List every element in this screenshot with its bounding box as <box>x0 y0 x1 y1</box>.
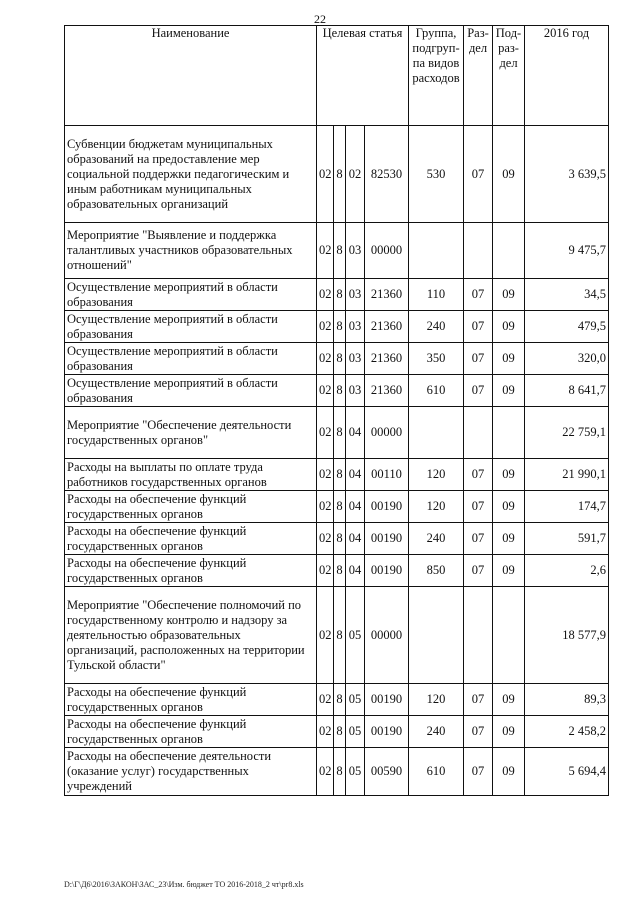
row-amount: 9 475,7 <box>525 223 609 279</box>
row-code-4: 00000 <box>365 407 409 459</box>
file-path-footer: D:\Г\Д6\2016\ЗАКОН\ЗАС_23\Изм. бюджет ТО 2016-2018_2 чт\pr8.xls <box>64 880 304 889</box>
row-amount: 22 759,1 <box>525 407 609 459</box>
table-row <box>65 279 609 311</box>
row-subsection: 09 <box>493 343 525 375</box>
row-section: 07 <box>464 375 493 407</box>
row-name: Мероприятие "Обеспечение полномочий по государственному контролю и надзору за деятельностью образовательных организаций, расположенных на территории Тульской области" <box>65 587 317 684</box>
row-section <box>464 407 493 459</box>
row-code-2: 8 <box>334 716 346 748</box>
row-code-2: 8 <box>334 748 346 796</box>
row-code-3: 03 <box>346 343 365 375</box>
row-group: 240 <box>409 716 464 748</box>
row-code-2: 8 <box>334 459 346 491</box>
row-code-1: 02 <box>317 523 334 555</box>
row-name: Расходы на обеспечение деятельности (оказание услуг) государственных учреждений <box>65 748 317 796</box>
table-row <box>65 716 609 748</box>
row-amount: 320,0 <box>525 343 609 375</box>
row-code-4: 00110 <box>365 459 409 491</box>
row-code-1: 02 <box>317 555 334 587</box>
row-name: Осуществление мероприятий в области образования <box>65 343 317 375</box>
row-code-3: 03 <box>346 223 365 279</box>
row-subsection <box>493 223 525 279</box>
table-row <box>65 555 609 587</box>
row-group: 110 <box>409 279 464 311</box>
header-target-article: Целевая статья <box>317 26 409 126</box>
row-code-3: 04 <box>346 555 365 587</box>
row-code-4: 00190 <box>365 555 409 587</box>
row-code-3: 05 <box>346 748 365 796</box>
row-subsection: 09 <box>493 684 525 716</box>
row-code-2: 8 <box>334 555 346 587</box>
row-code-2: 8 <box>334 223 346 279</box>
row-section: 07 <box>464 716 493 748</box>
row-code-1: 02 <box>317 311 334 343</box>
row-code-2: 8 <box>334 407 346 459</box>
row-subsection <box>493 587 525 684</box>
row-code-1: 02 <box>317 716 334 748</box>
row-code-4: 21360 <box>365 343 409 375</box>
row-code-4: 82530 <box>365 126 409 223</box>
row-name: Мероприятие "Выявление и поддержка талантливых участников образовательных отношений" <box>65 223 317 279</box>
row-group: 850 <box>409 555 464 587</box>
row-code-3: 03 <box>346 311 365 343</box>
row-code-3: 03 <box>346 375 365 407</box>
row-code-1: 02 <box>317 459 334 491</box>
row-code-2: 8 <box>334 587 346 684</box>
row-code-4: 00590 <box>365 748 409 796</box>
table-row <box>65 748 609 796</box>
row-code-4: 21360 <box>365 279 409 311</box>
row-section: 07 <box>464 459 493 491</box>
table-row <box>65 343 609 375</box>
row-code-2: 8 <box>334 491 346 523</box>
row-group: 240 <box>409 523 464 555</box>
header-group: Группа, подгруп- па видов расходов <box>409 26 464 126</box>
table-row <box>65 375 609 407</box>
row-amount: 34,5 <box>525 279 609 311</box>
row-amount: 18 577,9 <box>525 587 609 684</box>
row-group: 120 <box>409 459 464 491</box>
row-amount: 89,3 <box>525 684 609 716</box>
row-name: Мероприятие "Обеспечение деятельности государственных органов" <box>65 407 317 459</box>
row-code-3: 04 <box>346 491 365 523</box>
row-code-4: 21360 <box>365 375 409 407</box>
row-code-1: 02 <box>317 279 334 311</box>
table-row <box>65 491 609 523</box>
row-subsection: 09 <box>493 748 525 796</box>
row-name: Расходы на выплаты по оплате труда работников государственных органов <box>65 459 317 491</box>
row-code-2: 8 <box>334 684 346 716</box>
header-subsection: Под- раз- дел <box>493 26 525 126</box>
row-amount: 591,7 <box>525 523 609 555</box>
row-group: 120 <box>409 491 464 523</box>
row-code-2: 8 <box>334 126 346 223</box>
row-code-4: 00190 <box>365 523 409 555</box>
budget-table <box>64 25 609 796</box>
row-name: Расходы на обеспечение функций государственных органов <box>65 555 317 587</box>
page-number: 22 <box>314 12 326 26</box>
row-amount: 5 694,4 <box>525 748 609 796</box>
row-code-3: 05 <box>346 587 365 684</box>
row-code-1: 02 <box>317 126 334 223</box>
row-subsection: 09 <box>493 491 525 523</box>
row-group <box>409 407 464 459</box>
row-group: 530 <box>409 126 464 223</box>
row-code-2: 8 <box>334 311 346 343</box>
row-code-4: 00000 <box>365 223 409 279</box>
row-amount: 174,7 <box>525 491 609 523</box>
row-amount: 2,6 <box>525 555 609 587</box>
row-amount: 8 641,7 <box>525 375 609 407</box>
row-group: 240 <box>409 311 464 343</box>
row-code-4: 00190 <box>365 491 409 523</box>
header-section: Раз- дел <box>464 26 493 126</box>
row-name: Субвенции бюджетам муниципальных образований на предоставление мер социальной поддержки педагогическим и иным работникам муниципальных образовательных организаций <box>65 126 317 223</box>
row-subsection: 09 <box>493 311 525 343</box>
row-subsection: 09 <box>493 375 525 407</box>
row-amount: 479,5 <box>525 311 609 343</box>
row-section: 07 <box>464 311 493 343</box>
table-row <box>65 126 609 223</box>
table-row <box>65 223 609 279</box>
header-name: Наименование <box>65 26 317 126</box>
row-section: 07 <box>464 555 493 587</box>
row-name: Расходы на обеспечение функций государственных органов <box>65 491 317 523</box>
row-group: 350 <box>409 343 464 375</box>
row-code-1: 02 <box>317 343 334 375</box>
row-code-4: 21360 <box>365 311 409 343</box>
row-subsection: 09 <box>493 555 525 587</box>
row-code-3: 04 <box>346 459 365 491</box>
row-code-1: 02 <box>317 491 334 523</box>
row-section: 07 <box>464 343 493 375</box>
row-section: 07 <box>464 491 493 523</box>
row-name: Осуществление мероприятий в области образования <box>65 311 317 343</box>
row-name: Расходы на обеспечение функций государственных органов <box>65 684 317 716</box>
row-name: Осуществление мероприятий в области образования <box>65 375 317 407</box>
row-code-2: 8 <box>334 343 346 375</box>
row-amount: 3 639,5 <box>525 126 609 223</box>
row-code-1: 02 <box>317 748 334 796</box>
row-name: Расходы на обеспечение функций государственных органов <box>65 716 317 748</box>
row-subsection: 09 <box>493 126 525 223</box>
row-code-3: 05 <box>346 716 365 748</box>
row-group: 120 <box>409 684 464 716</box>
row-subsection <box>493 407 525 459</box>
row-section: 07 <box>464 523 493 555</box>
row-code-3: 02 <box>346 126 365 223</box>
row-code-2: 8 <box>334 279 346 311</box>
header-row <box>65 26 609 126</box>
row-code-3: 04 <box>346 407 365 459</box>
row-section <box>464 223 493 279</box>
row-group <box>409 587 464 684</box>
row-section: 07 <box>464 126 493 223</box>
row-section <box>464 587 493 684</box>
table-row <box>65 407 609 459</box>
header-year: 2016 год <box>525 26 609 126</box>
row-section: 07 <box>464 684 493 716</box>
table-row <box>65 684 609 716</box>
row-code-3: 04 <box>346 523 365 555</box>
row-group: 610 <box>409 375 464 407</box>
row-code-4: 00000 <box>365 587 409 684</box>
table-row <box>65 587 609 684</box>
row-group: 610 <box>409 748 464 796</box>
row-section: 07 <box>464 748 493 796</box>
table-row <box>65 523 609 555</box>
table-row <box>65 311 609 343</box>
row-name: Расходы на обеспечение функций государственных органов <box>65 523 317 555</box>
row-code-1: 02 <box>317 223 334 279</box>
row-code-1: 02 <box>317 375 334 407</box>
row-name: Осуществление мероприятий в области образования <box>65 279 317 311</box>
row-subsection: 09 <box>493 716 525 748</box>
row-code-1: 02 <box>317 587 334 684</box>
row-code-2: 8 <box>334 523 346 555</box>
row-code-1: 02 <box>317 407 334 459</box>
row-code-1: 02 <box>317 684 334 716</box>
row-amount: 2 458,2 <box>525 716 609 748</box>
row-code-2: 8 <box>334 375 346 407</box>
row-code-4: 00190 <box>365 684 409 716</box>
row-subsection: 09 <box>493 459 525 491</box>
table-row <box>65 459 609 491</box>
row-amount: 21 990,1 <box>525 459 609 491</box>
row-section: 07 <box>464 279 493 311</box>
row-subsection: 09 <box>493 523 525 555</box>
row-code-4: 00190 <box>365 716 409 748</box>
row-subsection: 09 <box>493 279 525 311</box>
row-group <box>409 223 464 279</box>
row-code-3: 03 <box>346 279 365 311</box>
row-code-3: 05 <box>346 684 365 716</box>
